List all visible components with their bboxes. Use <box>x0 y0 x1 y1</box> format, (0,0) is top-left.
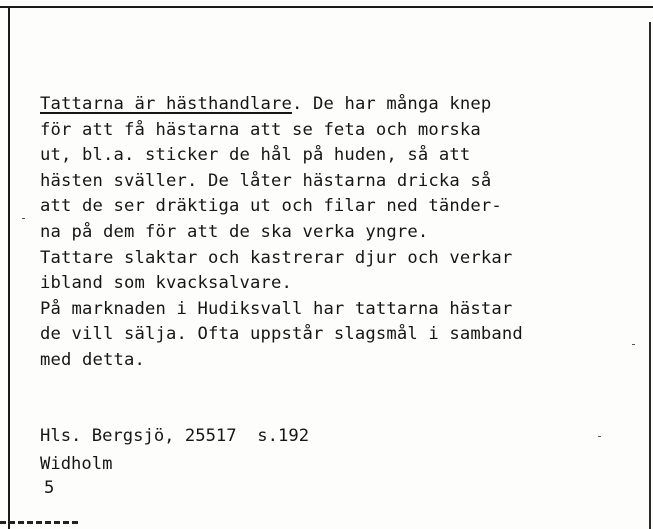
source-reference: Hls. Bergsjö, 25517 s.192 <box>40 426 310 446</box>
informant-name: Widholm <box>40 454 113 474</box>
text-line-8: ibland som kvacksalvare. <box>40 273 292 294</box>
card-top-edge <box>0 6 653 8</box>
text-line-4: hästen sväller. De låter hästarna dricka så <box>40 170 492 191</box>
text-line-5: att de ser dräktiga ut och filar ned tänder- <box>40 196 502 217</box>
paper-speck <box>632 344 635 345</box>
text-line-2: för att få hästarna att se feta och morska <box>40 119 481 140</box>
paper-speck <box>598 436 601 437</box>
text-line-7: Tattare slaktar och kastrerar djur och verkar <box>40 247 513 268</box>
paper-speck <box>22 218 25 219</box>
text-line-6: na på dem för att de ska verka yngre. <box>40 221 429 242</box>
topic-heading: Tattarna är hästhandlare <box>40 94 292 114</box>
card-right-edge <box>649 22 651 529</box>
text-line-11: med detta. <box>40 349 145 370</box>
text-line-1 <box>40 92 640 118</box>
card-left-edge <box>8 6 10 529</box>
text-line-3: ut, bl.a. sticker de hål på huden, så att <box>40 145 471 166</box>
text-line-10: de vill sälja. Ofta uppstår slagsmål i samband <box>40 324 523 345</box>
card-number: 5 <box>44 478 55 498</box>
text-line-9: På marknaden i Hudiksvall har tattarna hästar <box>40 298 513 319</box>
text-line-1-rest: . De har många knep <box>291 94 492 114</box>
reference-block <box>40 422 309 478</box>
card-body-text <box>40 92 640 374</box>
card-bottom-edge <box>0 521 80 524</box>
